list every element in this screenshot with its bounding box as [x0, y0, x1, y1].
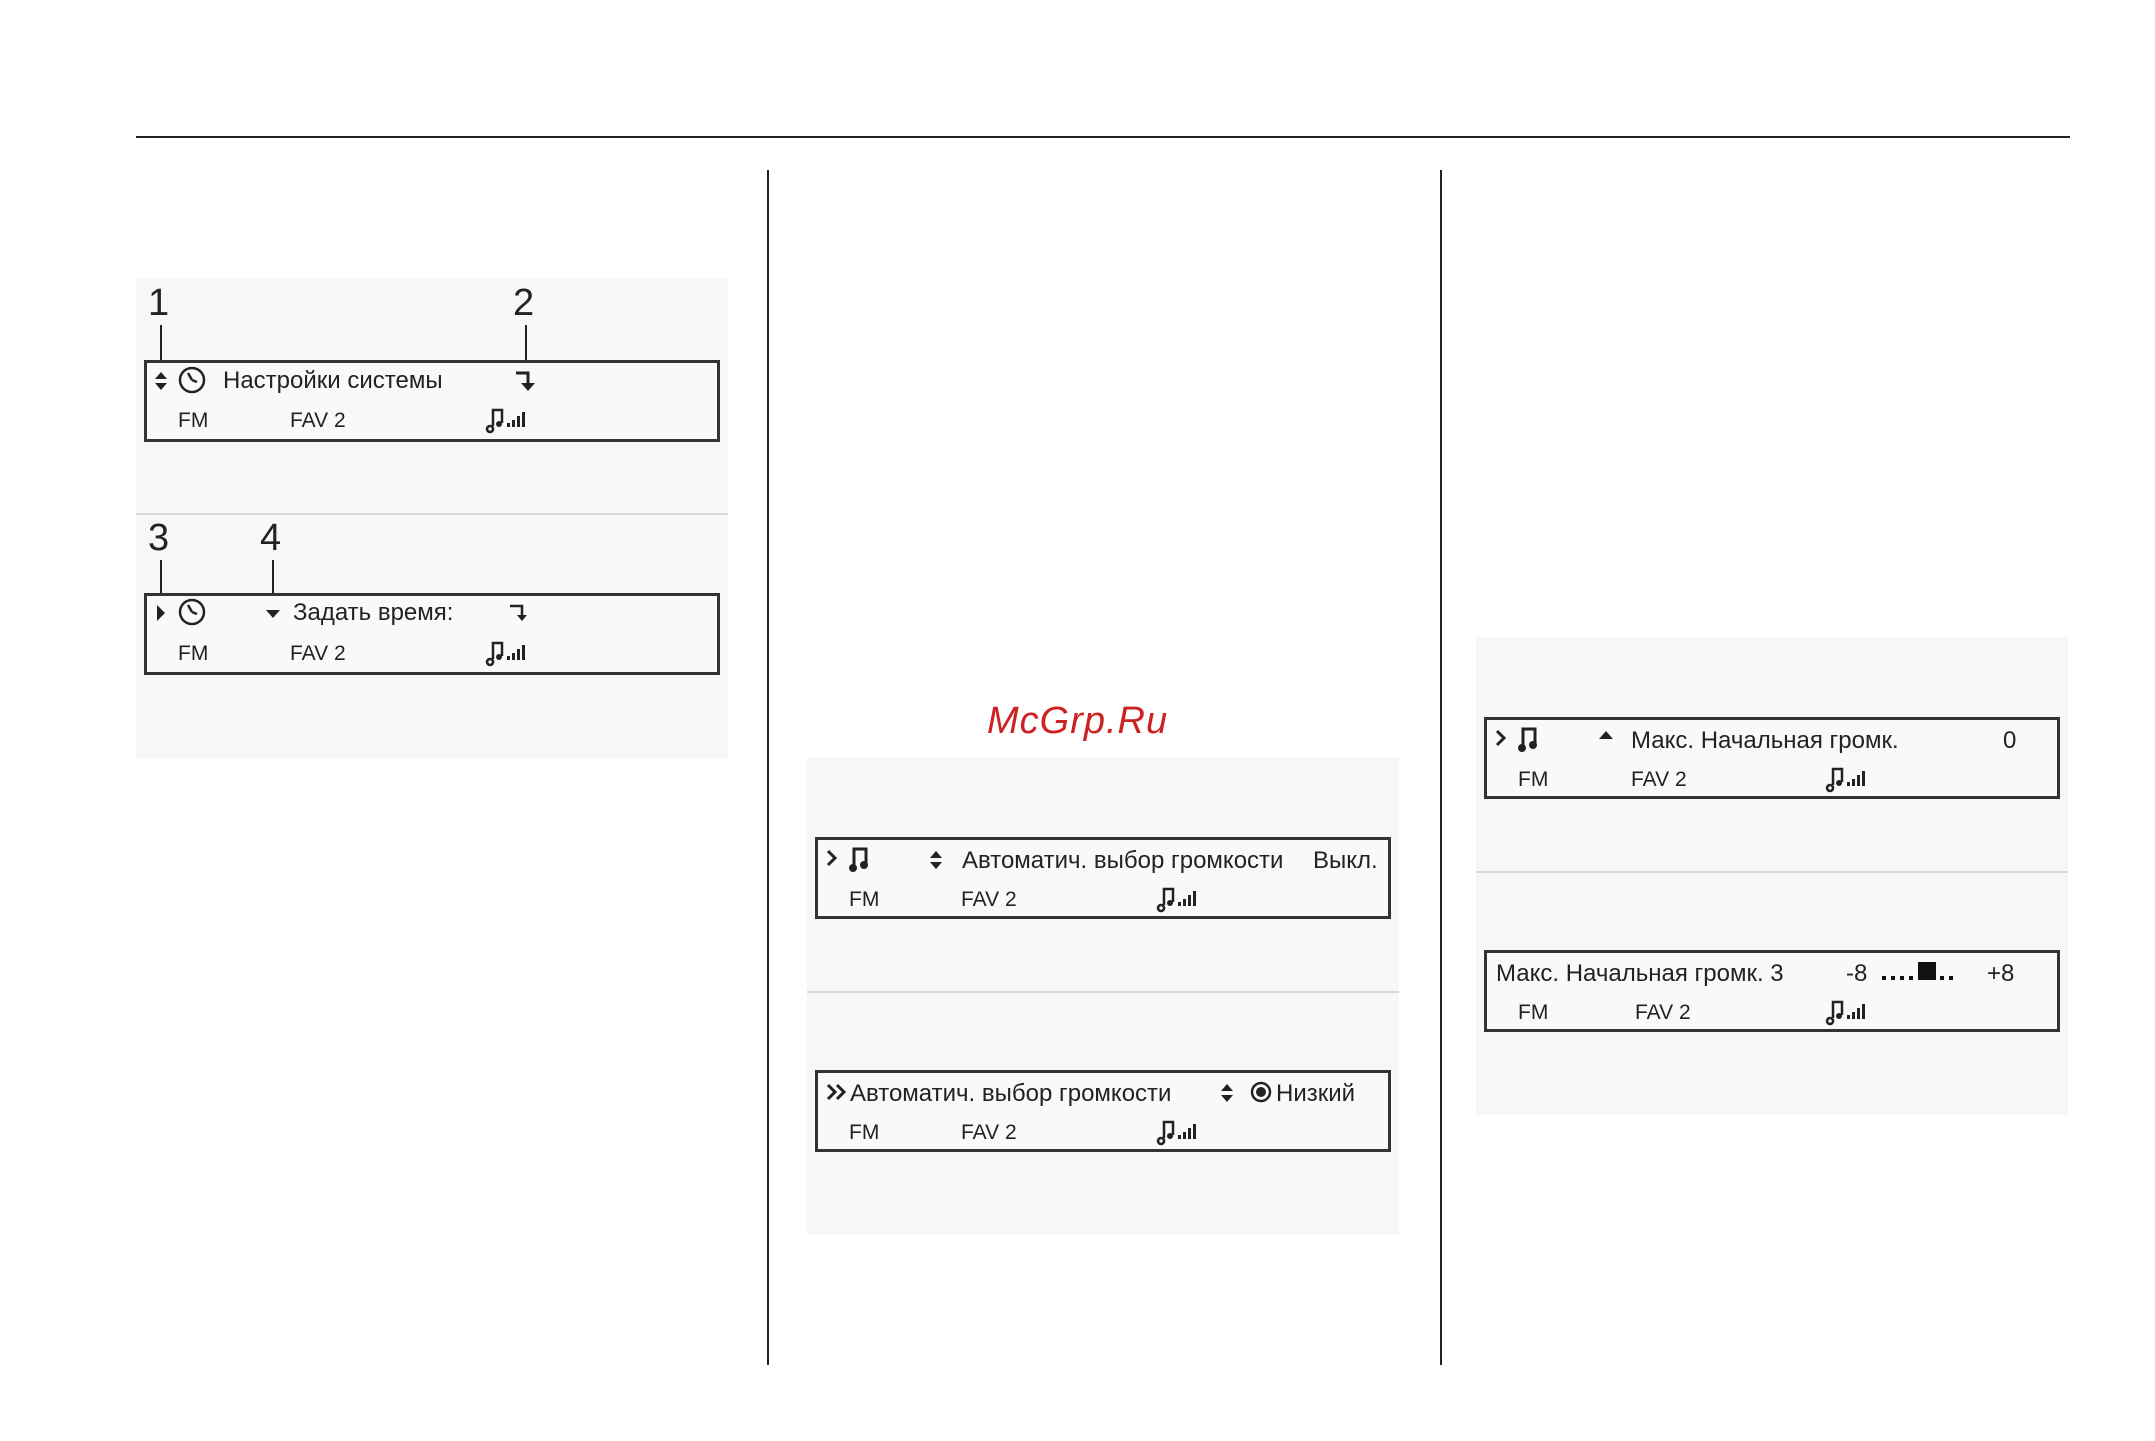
- setting-value: 0: [2003, 727, 2017, 754]
- band-label: FM: [849, 1121, 880, 1144]
- music-note-icon: [1517, 725, 1543, 753]
- music-signal-icon: [486, 406, 536, 430]
- music-signal-icon: [1157, 1118, 1207, 1142]
- double-arrow-right-icon: [826, 1082, 848, 1102]
- preset-label: FAV 2: [1635, 1001, 1691, 1024]
- band-label: FM: [849, 888, 880, 911]
- top-rule: [136, 136, 2070, 138]
- scroll-up-icon: [1598, 730, 1614, 742]
- return-arrow-icon: [508, 603, 532, 625]
- volume-level-dot: [1900, 976, 1904, 980]
- volume-level-marker: [1918, 962, 1936, 980]
- volume-level-dot: [1949, 976, 1953, 980]
- panel-3-separator: [1476, 871, 2068, 873]
- radio-selected-icon: [1250, 1081, 1272, 1103]
- music-note-icon: [848, 845, 874, 873]
- preset-label: FAV 2: [290, 409, 346, 432]
- band-label: FM: [1518, 768, 1549, 791]
- scroll-updown-icon: [1220, 1083, 1234, 1103]
- scroll-updown-icon: [154, 371, 168, 391]
- screen-title: Автоматич. выбор громкости: [962, 847, 1284, 874]
- scroll-updown-icon: [929, 850, 943, 870]
- callout-2-line: [525, 325, 527, 361]
- callout-4: 4: [260, 517, 282, 559]
- column-divider-2: [1440, 170, 1442, 1365]
- column-divider-1: [767, 170, 769, 1365]
- music-signal-icon: [1157, 885, 1207, 909]
- arrow-right-icon: [1495, 728, 1507, 748]
- preset-label: FAV 2: [961, 888, 1017, 911]
- panel-1-separator: [136, 513, 728, 515]
- band-label: FM: [178, 409, 209, 432]
- volume-level-dot: [1940, 976, 1944, 980]
- clock-icon: [178, 598, 206, 626]
- figure-panel-1: [136, 278, 728, 758]
- callout-1: 1: [148, 282, 170, 324]
- return-arrow-icon: [514, 370, 538, 392]
- setting-value: Низкий: [1276, 1080, 1356, 1107]
- figure-panel-2: [807, 757, 1399, 1235]
- scroll-down-icon: [265, 605, 281, 621]
- preset-label: FAV 2: [290, 642, 346, 665]
- band-label: FM: [1518, 1001, 1549, 1024]
- volume-level-dot: [1882, 976, 1886, 980]
- scale-max: +8: [1987, 960, 2015, 987]
- music-signal-icon: [1826, 998, 1876, 1022]
- band-label: FM: [178, 642, 209, 665]
- arrow-right-icon: [826, 848, 838, 868]
- screen-title: Макс. Начальная громк. 3: [1496, 960, 1784, 987]
- volume-level-scale: [1880, 960, 1980, 986]
- figure-panel-3: [1476, 637, 2068, 1115]
- volume-level-dot: [1891, 976, 1895, 980]
- screen-title: Задать время:: [293, 599, 454, 626]
- watermark: McGrp.Ru: [987, 700, 1169, 742]
- callout-1-line: [160, 325, 162, 361]
- screen-title: Макс. Начальная громк.: [1631, 727, 1899, 754]
- music-signal-icon: [1826, 765, 1876, 789]
- screen-title: Автоматич. выбор громкости: [850, 1080, 1172, 1107]
- screen-title: Настройки системы: [223, 367, 443, 394]
- music-signal-icon: [486, 639, 536, 663]
- preset-label: FAV 2: [1631, 768, 1687, 791]
- volume-level-dot: [1909, 976, 1913, 980]
- callout-2: 2: [513, 282, 535, 324]
- arrow-right-icon: [155, 603, 167, 623]
- panel-2-separator: [807, 991, 1399, 993]
- callout-3: 3: [148, 517, 170, 559]
- preset-label: FAV 2: [961, 1121, 1017, 1144]
- clock-icon: [178, 366, 206, 394]
- setting-value: Выкл.: [1313, 847, 1378, 874]
- scale-min: -8: [1846, 960, 1868, 987]
